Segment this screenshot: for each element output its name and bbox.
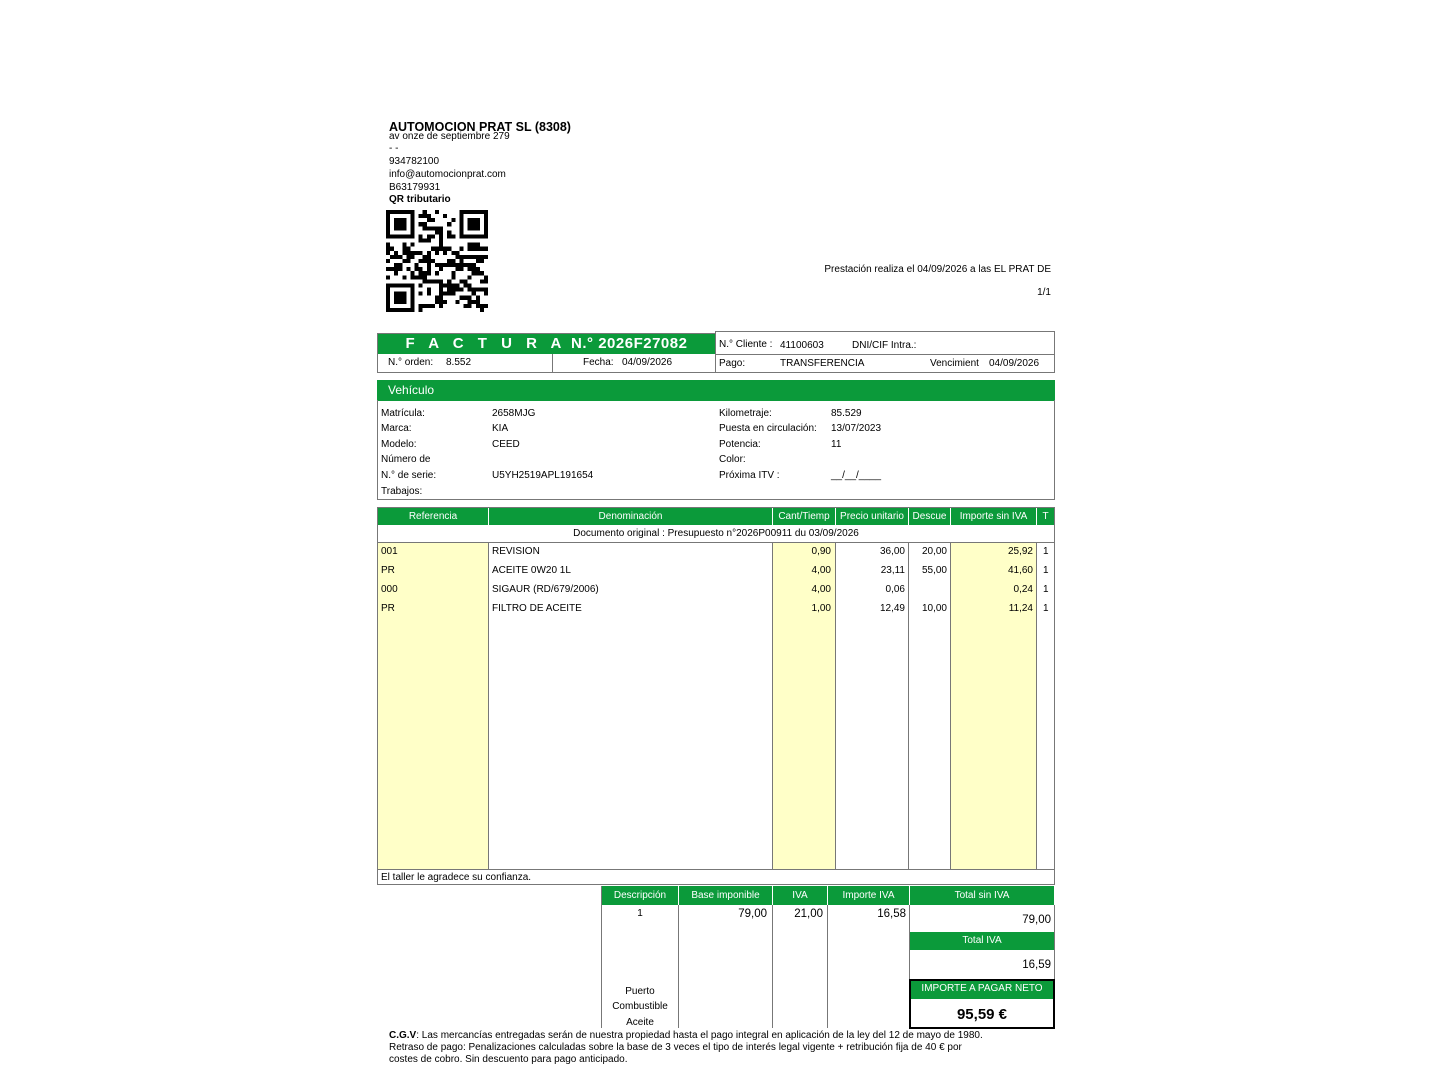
- company-address: av onze de septiembre 279: [389, 131, 510, 142]
- numero-label: Número de: [381, 454, 431, 465]
- invoice-title: [378, 334, 715, 354]
- row-precio: 23,11: [880, 565, 905, 576]
- th-base: Base imponible: [679, 886, 772, 905]
- th-descuento: Descue: [909, 508, 950, 525]
- divider: [827, 905, 828, 1028]
- totals-base: 79,00: [738, 908, 767, 920]
- orden-label: N.° orden:: [388, 357, 434, 368]
- divider: [1054, 905, 1055, 980]
- qr-code: [386, 210, 488, 312]
- total-sin-iva-value: 79,00: [1022, 914, 1051, 926]
- th-referencia: Referencia: [378, 508, 488, 525]
- column-divider: [1036, 543, 1037, 869]
- row-cant: 4,00: [811, 565, 831, 576]
- modelo-label: Modelo:: [381, 439, 417, 450]
- divider: [678, 905, 679, 1028]
- vehicle-box: [377, 400, 1055, 500]
- trabajos-label: Trabajos:: [381, 486, 423, 497]
- row-importe: 11,24: [1008, 603, 1033, 614]
- row-denominacion: ACEITE 0W20 1L: [492, 565, 571, 576]
- matricula-value: 2658MJG: [492, 408, 536, 419]
- row-ref: 000: [381, 584, 398, 595]
- potencia-label: Potencia:: [719, 439, 761, 450]
- cgv-line3: costes de cobro. Sin descuento para pago anticipado.: [389, 1054, 628, 1065]
- invoice-title-word: F A C T U R A: [405, 335, 567, 352]
- cgv-text: [389, 1030, 1039, 1066]
- page-number: 1/1: [1037, 287, 1051, 298]
- neto-label: IMPORTE A PAGAR NETO: [921, 983, 1043, 994]
- marca-label: Marca:: [381, 423, 412, 434]
- cgv-line2: Retraso de pago: Penalizaciones calculadas sobre la base de 3 veces el tipo de interés legal vigente + retribución fija de 40 € por: [389, 1042, 962, 1053]
- divider: [715, 354, 1055, 355]
- row-ref: 001: [381, 546, 398, 557]
- row-precio: 0,06: [885, 584, 905, 595]
- th-cant: Cant/Tiemp: [773, 508, 835, 525]
- row-denominacion: FILTRO DE ACEITE: [492, 603, 582, 614]
- th-precio: Precio unitario: [836, 508, 908, 525]
- row-t: 1: [1043, 584, 1049, 595]
- prestacion-text: Prestación realiza el 04/09/2026 a las EL PRAT DE: [824, 264, 1051, 275]
- fecha-label: Fecha:: [583, 357, 614, 368]
- row-importe: 25,92: [1007, 546, 1033, 557]
- totals-importe-iva: 16,58: [877, 908, 906, 920]
- th-iva: IVA: [773, 886, 827, 905]
- invoice-number: N.° 2026F27082: [571, 335, 688, 352]
- row-t: 1: [1043, 565, 1049, 576]
- serie-label: N.° de serie:: [381, 470, 437, 481]
- itv-value: __/__/____: [831, 470, 882, 481]
- th-descripcion: Descripción: [602, 886, 678, 905]
- th-denominacion: Denominación: [489, 508, 772, 525]
- column-divider: [488, 543, 489, 869]
- divider: [377, 869, 1055, 870]
- company-cif: B63179931: [389, 182, 441, 193]
- row-cant: 4,00: [811, 584, 831, 595]
- column-divider: [908, 543, 909, 869]
- divider: [772, 905, 773, 1028]
- row-descuento: 10,00: [921, 603, 947, 614]
- row-cant: 0,90: [811, 546, 831, 557]
- th-importe: Importe sin IVA: [951, 508, 1036, 525]
- pago-label: Pago:: [719, 358, 746, 369]
- fecha-value: 04/09/2026: [622, 357, 673, 368]
- th-t: T: [1037, 508, 1054, 525]
- row-precio: 36,00: [879, 546, 905, 557]
- divider: [552, 354, 553, 373]
- row-cant: 1,00: [811, 603, 831, 614]
- cliente-label: N.° Cliente :: [719, 339, 773, 350]
- marca-value: KIA: [492, 423, 509, 434]
- row-importe: 41,60: [1007, 565, 1033, 576]
- row-importe: 0,24: [1013, 584, 1033, 595]
- divider: [377, 542, 1055, 543]
- company-line2: - -: [389, 143, 399, 154]
- km-value: 85.529: [831, 408, 862, 419]
- company-email: info@automocionprat.com: [389, 169, 506, 180]
- serie-value: U5YH2519APL191654: [492, 470, 594, 481]
- potencia-value: 11: [831, 439, 842, 450]
- pago-value: TRANSFERENCIA: [780, 358, 865, 369]
- dni-label: DNI/CIF Intra.:: [852, 340, 917, 351]
- total-iva-label: Total IVA: [910, 932, 1054, 950]
- row-descuento: 55,00: [921, 565, 947, 576]
- cliente-value: 41100603: [780, 340, 824, 351]
- row-t: 1: [1043, 603, 1049, 614]
- totals-iva: 21,00: [794, 908, 823, 920]
- row-t: 1: [1043, 546, 1049, 557]
- modelo-value: CEED: [492, 439, 520, 450]
- combustible-label: Combustible: [612, 1001, 668, 1012]
- aceite-label: Aceite: [626, 1017, 654, 1028]
- row-ref: PR: [381, 565, 395, 576]
- company-phone: 934782100: [389, 156, 440, 167]
- vehicle-header: Vehículo: [377, 380, 1055, 401]
- itv-label: Próxima ITV :: [719, 470, 780, 481]
- neto-value: 95,59 €: [956, 1006, 1008, 1023]
- vencimiento-value: 04/09/2026: [989, 358, 1040, 369]
- qr-label: QR tributario: [389, 194, 451, 205]
- puesta-label: Puesta en circulación:: [719, 423, 817, 434]
- th-importe-iva: Importe IVA: [828, 886, 909, 905]
- puesta-value: 13/07/2023: [831, 423, 882, 434]
- row-precio: 12,49: [879, 603, 905, 614]
- documento-original: Documento original : Presupuesto n°2026P00911 du 03/09/2026: [573, 528, 859, 539]
- vencimiento-label: Vencimient: [930, 358, 979, 369]
- km-label: Kilometraje:: [719, 408, 772, 419]
- row-denominacion: REVISION: [492, 546, 540, 557]
- row-denominacion: SIGAUR (RD/679/2006): [492, 584, 599, 595]
- totals-desc: 1: [637, 908, 643, 919]
- th-total-sin-iva: Total sin IVA: [910, 886, 1054, 905]
- orden-value: 8.552: [446, 357, 472, 368]
- puerto-label: Puerto: [625, 986, 655, 997]
- row-descuento: 20,00: [921, 546, 947, 557]
- cgv-label: C.G.V: [389, 1030, 417, 1041]
- total-iva-value: 16,59: [1022, 959, 1051, 971]
- matricula-label: Matrícula:: [381, 408, 425, 419]
- company-name: AUTOMOCION PRAT SL (8308): [389, 120, 571, 134]
- cgv-line1: : Las mercancías entregadas serán de nuestra propiedad hasta el pago integral en aplicación de la ley del 12 de mayo de 1980.: [416, 1030, 983, 1041]
- color-label: Color:: [719, 454, 746, 465]
- thanks-text: El taller le agradece su confianza.: [381, 872, 532, 883]
- row-ref: PR: [381, 603, 395, 614]
